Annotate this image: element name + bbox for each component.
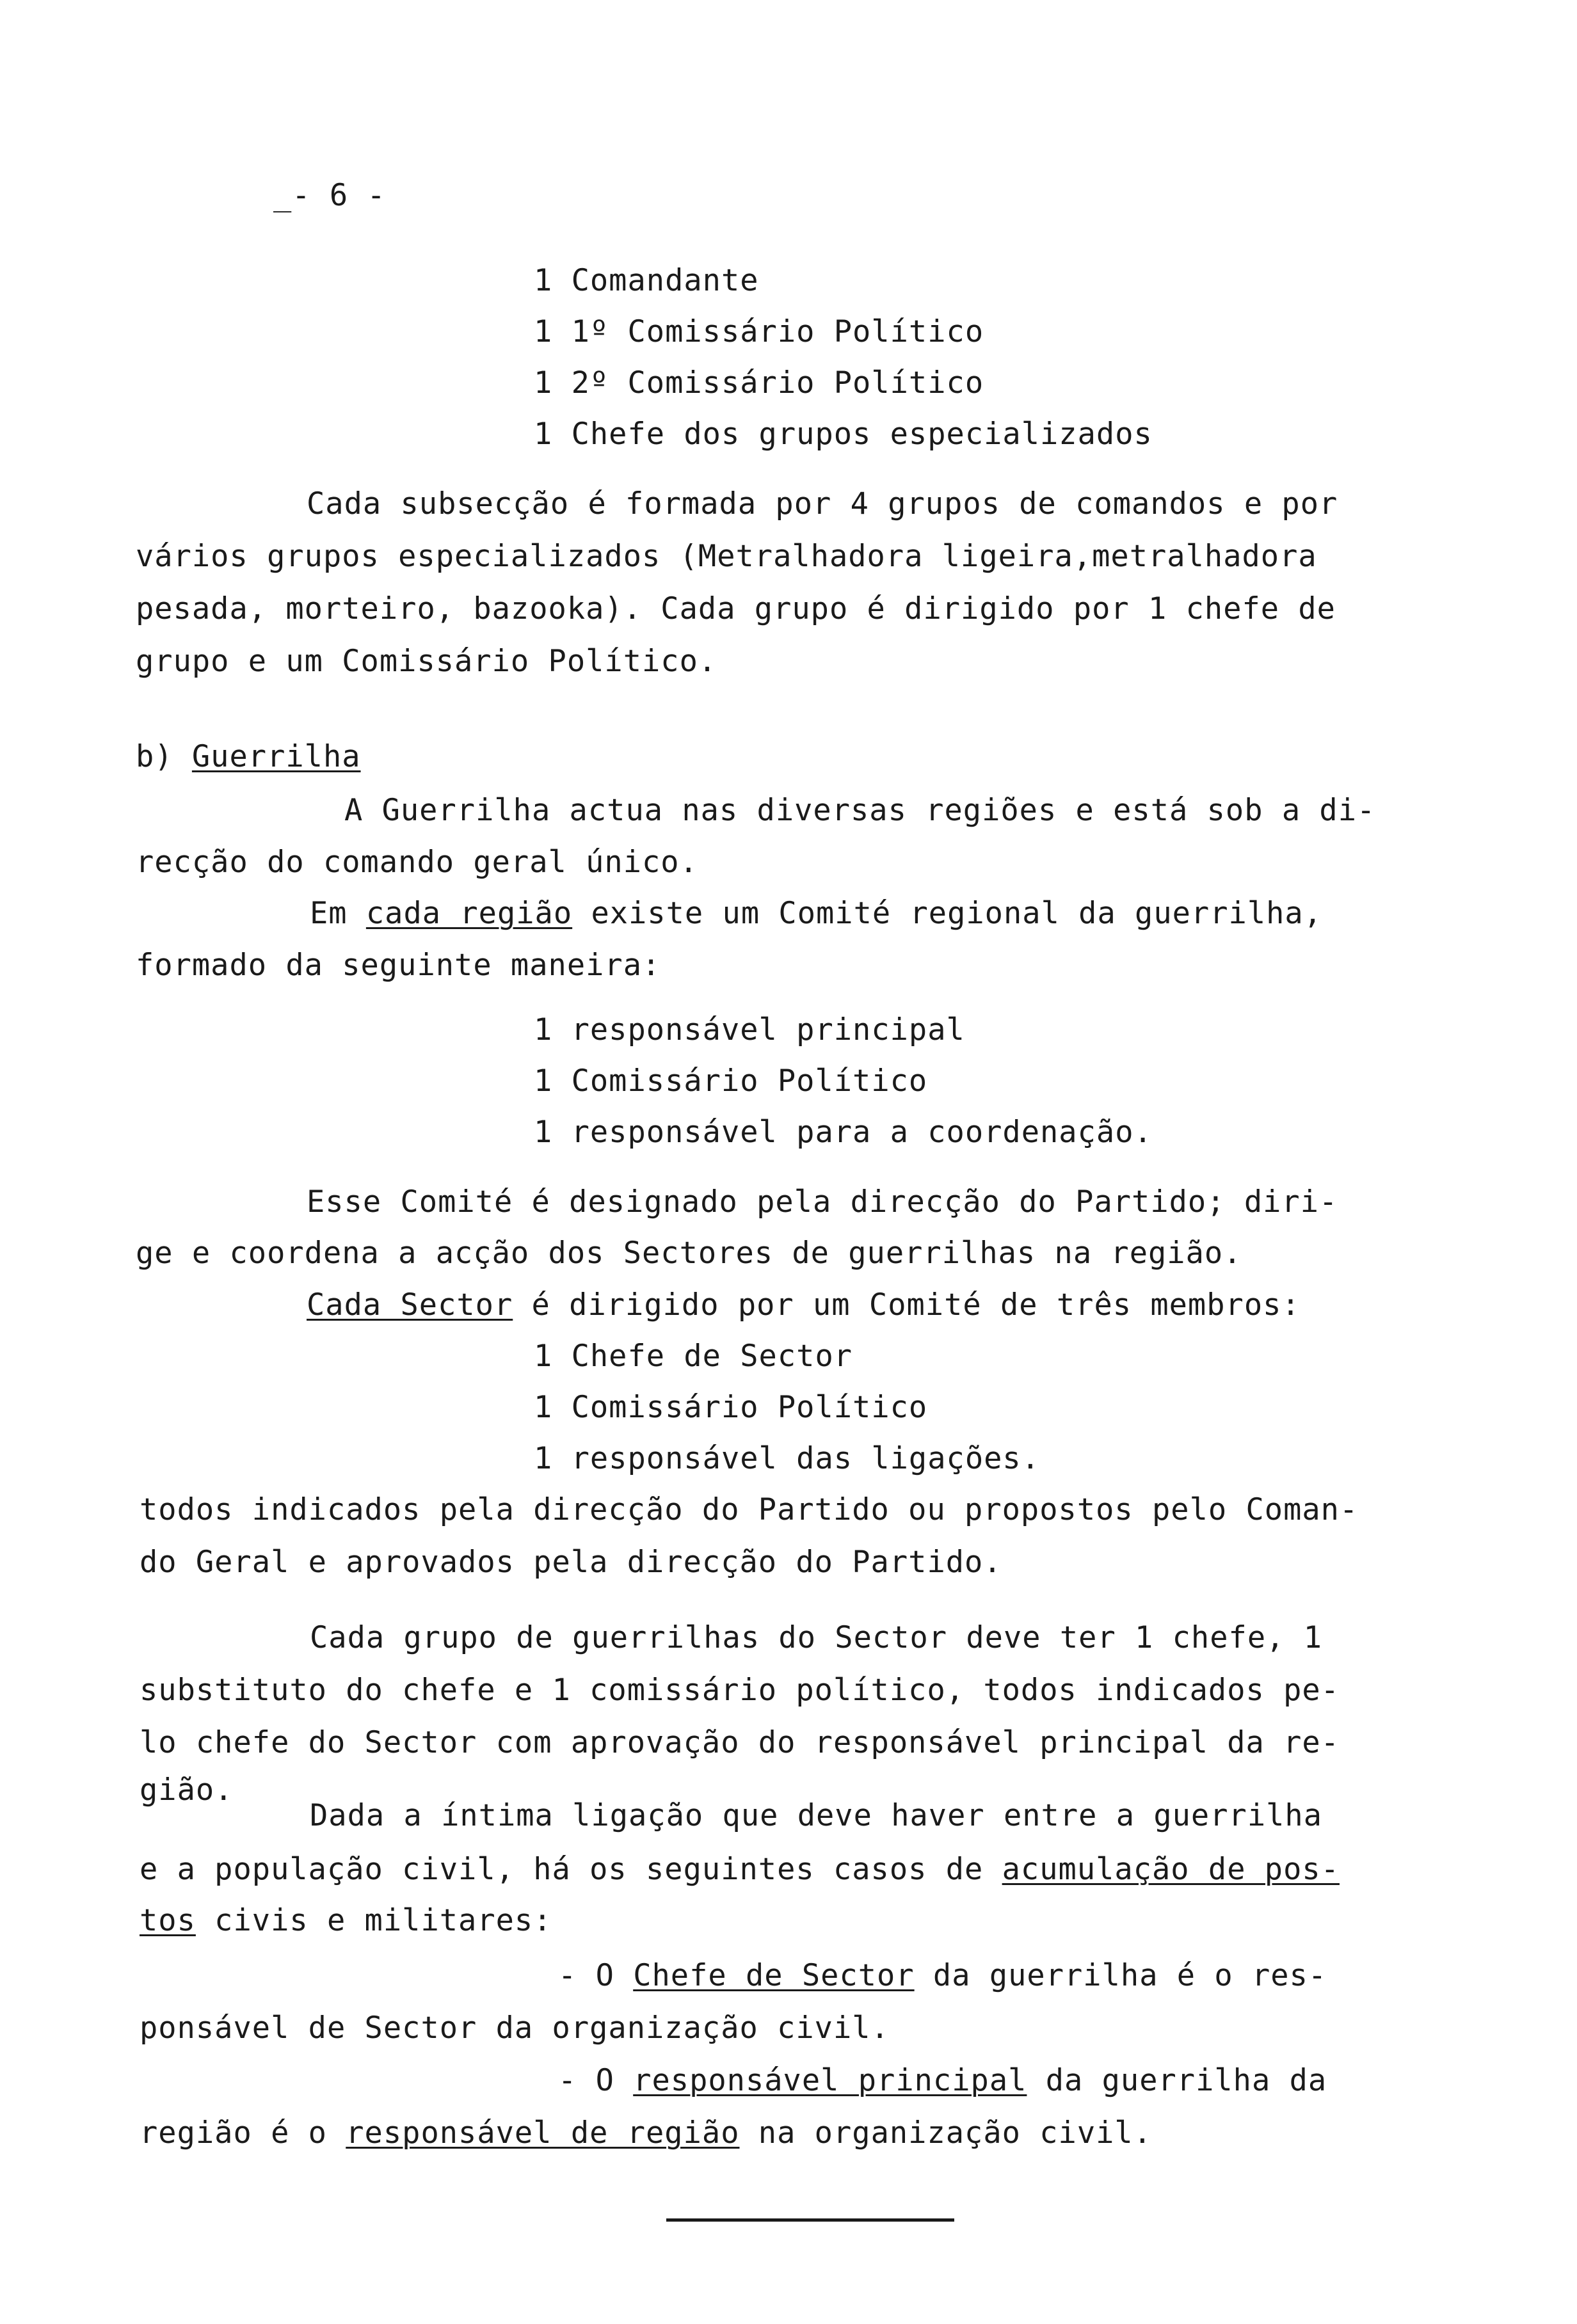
text-run: da guerrilha da (1027, 2063, 1327, 2098)
paragraph-line (140, 1850, 1340, 1889)
paragraph-line: ge e coordena a acção dos Sectores de guerrilhas na região. (136, 1236, 1242, 1271)
list-item: 1 2º Comissário Político (534, 365, 984, 401)
text-run: é dirigido por um Comité de três membros: (513, 1287, 1301, 1323)
text-run: na organização civil. (739, 2115, 1153, 2151)
list-item: 1 responsável para a coordenação. (534, 1115, 1153, 1150)
list-item: 1 Comissário Político (534, 1390, 928, 1425)
paragraph-line: vários grupos especializados (Metralhadora ligeira,metralhadora (136, 539, 1317, 574)
paragraph-line: Dada a íntima ligação que deve haver entre a guerrilha (310, 1798, 1323, 1833)
text-run: - O (558, 1958, 634, 1993)
text-run: civis e militares: (195, 1903, 552, 1938)
paragraph-line: formado da seguinte maneira: (136, 948, 661, 983)
paragraph-line: Cada subsecção é formada por 4 grupos de comandos e por (307, 486, 1338, 521)
paragraph-line: Cada grupo de guerrilhas do Sector deve ter 1 chefe, 1 (310, 1620, 1323, 1655)
page-number: _- 6 - (273, 178, 386, 213)
end-rule (666, 2218, 954, 2222)
paragraph-line: pesada, morteiro, bazooka). Cada grupo é dirigido por 1 chefe de (136, 591, 1336, 626)
paragraph-line (140, 1902, 552, 1940)
paragraph-line: lo chefe do Sector com aprovação do responsável principal da re- (140, 1725, 1340, 1760)
paragraph-line: ponsável de Sector da organização civil. (140, 2010, 890, 2046)
paragraph-line (310, 895, 1322, 933)
paragraph-line: Esse Comité é designado pela direcção do Partido; diri- (307, 1184, 1338, 1220)
paragraph-line: grupo e um Comissário Político. (136, 644, 717, 679)
text-run: existe um Comité regional da guerrilha, (572, 896, 1323, 931)
paragraph-line: todos indicados pela direcção do Partido ou propostos pelo Coman- (140, 1492, 1359, 1527)
paragraph-line: A Guerrilha actua nas diversas regiões e está sob a di- (344, 793, 1376, 828)
paragraph-line: do Geral e aprovados pela direcção do Partido. (140, 1545, 1002, 1580)
underlined-text: responsável principal (633, 2063, 1027, 2098)
paragraph-line (558, 1957, 1327, 1995)
text-run: da guerrilha é o res- (914, 1958, 1327, 1993)
paragraph-line: recção do comando geral único. (136, 845, 698, 880)
text-run: - O (558, 2063, 634, 2098)
paragraph-line (558, 2062, 1327, 2100)
list-item: 1 1º Comissário Político (534, 314, 984, 349)
underlined-text: responsável de região (346, 2115, 740, 2151)
list-item: 1 Chefe dos grupos especializados (534, 417, 1153, 452)
text-run: região é o (140, 2115, 346, 2151)
list-item: 1 Comandante (534, 263, 759, 298)
paragraph-line (140, 2114, 1152, 2153)
list-item: 1 Chefe de Sector (534, 1339, 853, 1374)
paragraph-line: gião. (140, 1772, 234, 1808)
paragraph-line (307, 1286, 1301, 1325)
paragraph-line: substituto do chefe e 1 comissário político, todos indicados pe- (140, 1673, 1340, 1708)
underlined-text: tos (140, 1903, 196, 1938)
list-item: 1 responsável das ligações. (534, 1441, 1041, 1476)
section-heading (136, 738, 361, 776)
underlined-text: Chefe de Sector (633, 1958, 915, 1993)
underlined-text: cada região (365, 896, 573, 931)
section-marker: b) (136, 739, 173, 774)
text-run: e a população civil, há os seguintes casos de (140, 1852, 1002, 1887)
section-title: Guerrilha (191, 739, 361, 774)
underlined-text: acumulação de pos- (1002, 1852, 1340, 1887)
underlined-text: Cada Sector (307, 1287, 513, 1323)
list-item: 1 responsável principal (534, 1012, 965, 1047)
text-run: Em (310, 896, 366, 931)
list-item: 1 Comissário Político (534, 1063, 928, 1099)
